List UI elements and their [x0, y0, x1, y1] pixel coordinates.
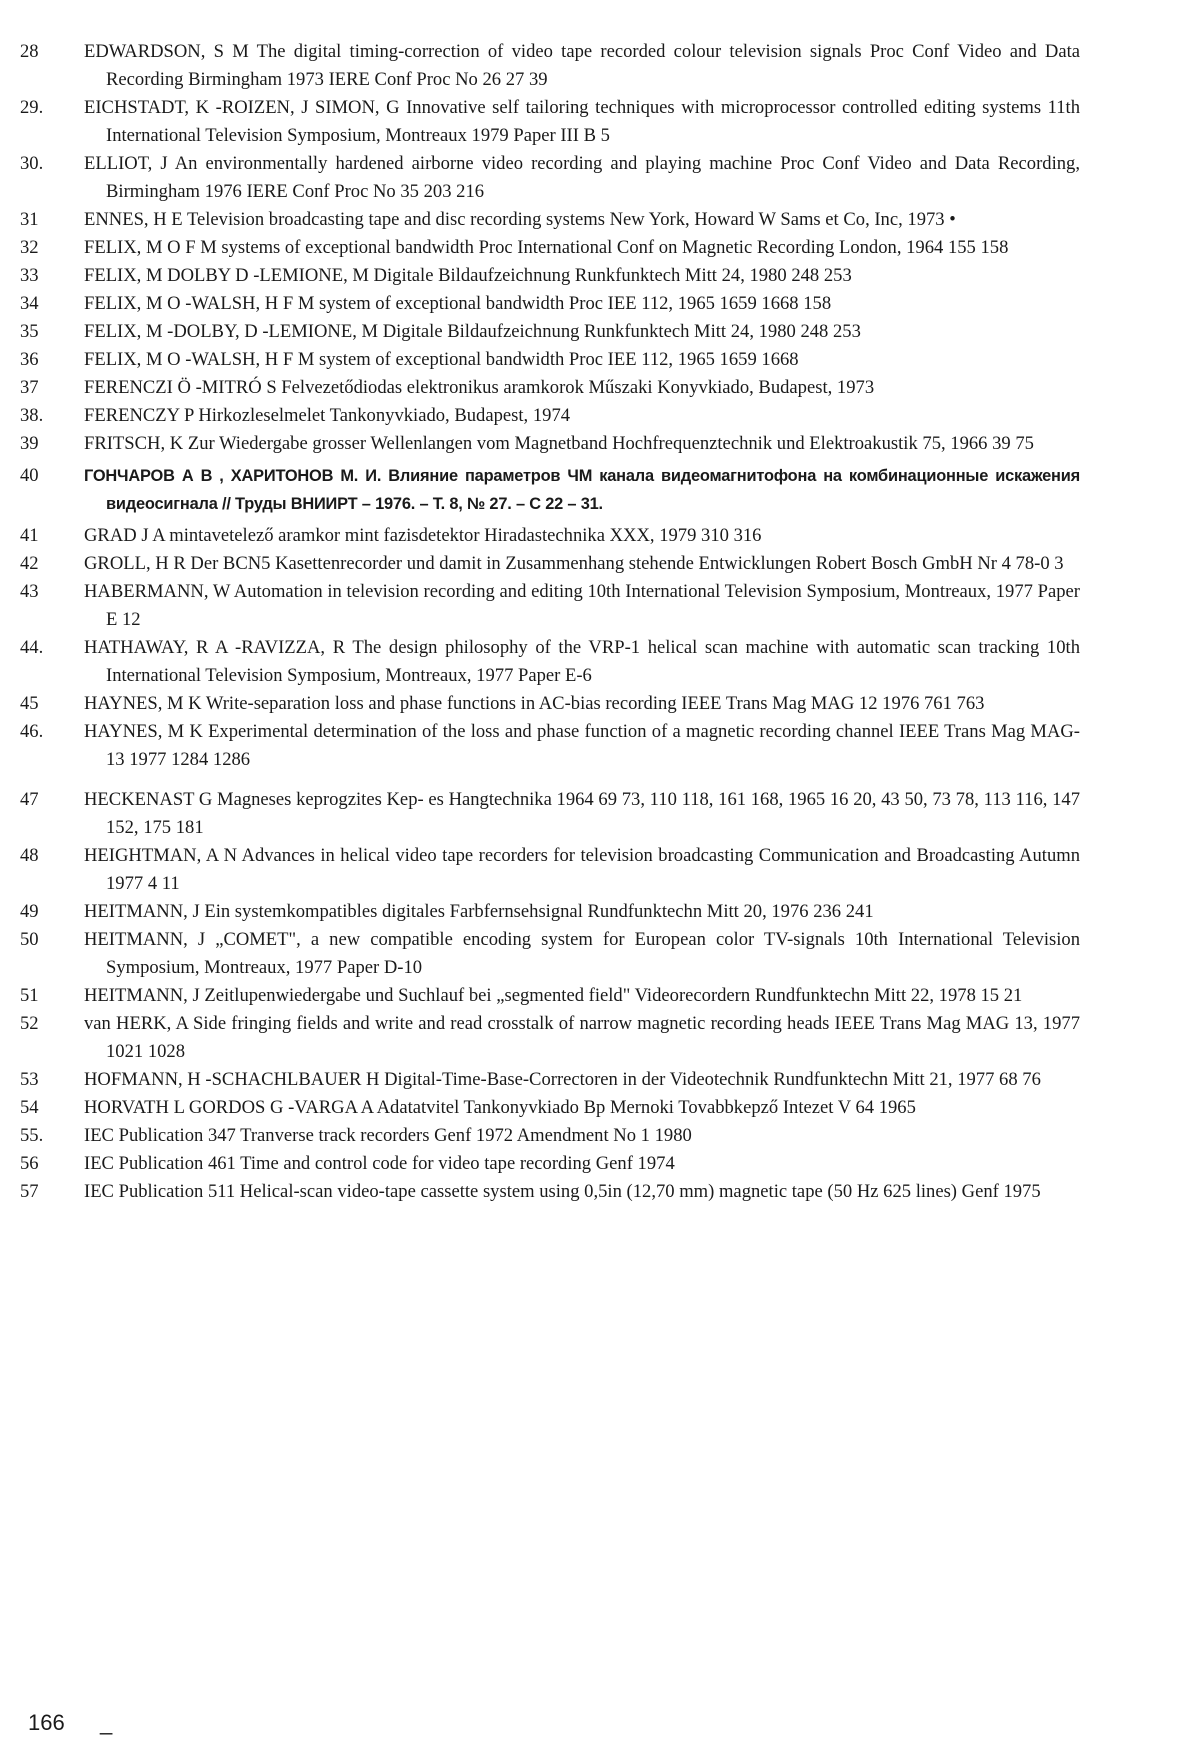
reference-number: 49: [20, 901, 39, 922]
reference-entry: [20, 462, 1080, 518]
reference-number: 51: [20, 985, 39, 1006]
reference-text: HEIGHTMAN, A N Advances in helical video tape recorders for television broadcasting Communication and Broadcasting Autumn 1977 4 11: [84, 845, 1080, 894]
reference-number: 53: [20, 1069, 39, 1090]
reference-entry: [20, 402, 1080, 430]
reference-text: HECKENAST G Magneses keprogzites Kep- es Hangtechnika 1964 69 73, 110 118, 161 168, 1965 16 20, 43 50, 73 78, 113 116, 147 152, 175 181: [84, 789, 1080, 838]
reference-text: EDWARDSON, S M The digital timing-correction of video tape recorded colour television signals Proc Conf Video and Data Recording Birmingham 1973 IERE Conf Proc No 26 27 39: [84, 41, 1080, 90]
reference-number: 28: [20, 41, 39, 62]
reference-text: FELIX, M O -WALSH, H F M system of exceptional bandwidth Proc IEE 112, 1965 1659 1668 158: [84, 293, 832, 314]
reference-entry: [20, 898, 1080, 926]
reference-number: 47: [20, 789, 39, 810]
reference-entry: [20, 982, 1080, 1010]
reference-number: 34: [20, 293, 39, 314]
reference-number: 42: [20, 553, 39, 574]
reference-number: 37: [20, 377, 39, 398]
reference-number: 52: [20, 1013, 39, 1034]
reference-number: 36: [20, 349, 39, 370]
reference-number: 45: [20, 693, 39, 714]
page-footer-dash: _: [100, 1710, 113, 1735]
reference-text: FERENCZY P Hirkozleselmelet Tankonyvkiado, Budapest, 1974: [84, 405, 571, 426]
reference-number: 31: [20, 209, 39, 230]
reference-text: HAYNES, M K Experimental determination of the loss and phase function of a magnetic recording channel IEEE Trans Mag MAG-13 1977 1284 1286: [84, 721, 1080, 770]
reference-text: ГОНЧАРОВ А В , ХАРИТОНОВ М. И. Влияние параметров ЧМ канала видеомагнитофона на комбинационные искажения видеосигнала // Труды ВНИИРТ – 1976. – Т. 8, № 27. – С 22 – 31.: [84, 467, 1080, 513]
reference-number: 50: [20, 929, 39, 950]
reference-text: FERENCZI Ö -MITRÓ S Felvezetődiodas elektronikus aramkorok Műszaki Konyvkiado, Budapest, 1973: [84, 377, 875, 398]
reference-entry: [20, 206, 1080, 234]
reference-entry: [20, 374, 1080, 402]
reference-number: 55.: [20, 1125, 44, 1146]
reference-number: 29.: [20, 97, 44, 118]
reference-entry: [20, 1150, 1080, 1178]
reference-entry: [20, 634, 1080, 690]
reference-entry: [20, 234, 1080, 262]
reference-number: 57: [20, 1181, 39, 1202]
reference-number: 54: [20, 1097, 39, 1118]
reference-text: IEC Publication 347 Tranverse track recorders Genf 1972 Amendment No 1 1980: [84, 1125, 692, 1146]
reference-number: 35: [20, 321, 39, 342]
reference-text: GRAD J A mintavetelező aramkor mint fazisdetektor Hiradastechnika XXX, 1979 310 316: [84, 525, 762, 546]
reference-entry: [20, 1094, 1080, 1122]
reference-entry: [20, 318, 1080, 346]
reference-text: HEITMANN, J Ein systemkompatibles digitales Farbfernsehsignal Rundfunktechn Mitt 20, 1976 236 241: [84, 901, 874, 922]
reference-text: IEC Publication 461 Time and control code for video tape recording Genf 1974: [84, 1153, 675, 1174]
page-number: 166: [28, 1710, 65, 1735]
reference-text: EICHSTADT, K -ROIZEN, J SIMON, G Innovative self tailoring techniques with microprocessor controlled editing systems 11th International Television Symposium, Montreaux 1979 Paper III B 5: [84, 97, 1080, 146]
reference-entry: [20, 1178, 1080, 1206]
reference-entry: [20, 786, 1080, 842]
reference-text: HATHAWAY, R A -RAVIZZA, R The design philosophy of the VRP-1 helical scan machine with automatic scan tracking 10th International Television Symposium, Montreaux, 1977 Paper E-6: [84, 637, 1080, 686]
reference-entry: [20, 94, 1080, 150]
reference-text: van HERK, A Side fringing fields and write and read crosstalk of narrow magnetic recording heads IEEE Trans Mag MAG 13, 1977 1021 1028: [84, 1013, 1080, 1062]
reference-text: HEITMANN, J Zeitlupenwiedergabe und Suchlauf bei „segmented field" Videorecordern Rundfunktechn Mitt 22, 1978 15 21: [84, 985, 1023, 1006]
reference-entry: [20, 578, 1080, 634]
reference-entry: [20, 842, 1080, 898]
reference-text: FELIX, M -DOLBY, D -LEMIONE, M Digitale Bildaufzeichnung Runkfunktech Mitt 24, 1980 248 253: [84, 321, 861, 342]
reference-text: GROLL, H R Der BCN5 Kasettenrecorder und damit in Zusammenhang stehende Entwicklungen Robert Bosch GmbH Nr 4 78-0 3: [84, 553, 1064, 574]
reference-number: 43: [20, 581, 39, 602]
reference-text: HAYNES, M K Write-separation loss and phase functions in AC-bias recording IEEE Trans Mag MAG 12 1976 761 763: [84, 693, 985, 714]
reference-entry: [20, 262, 1080, 290]
reference-text: IEC Publication 511 Helical-scan video-tape cassette system using 0,5in (12,70 mm) magnetic tape (50 Hz 625 lines) Genf 1975: [84, 1181, 1041, 1202]
reference-text: HABERMANN, W Automation in television recording and editing 10th International Television Symposium, Montreaux, 1977 Paper E 12: [84, 581, 1080, 630]
reference-number: 41: [20, 525, 39, 546]
reference-text: FELIX, M O -WALSH, H F M system of exceptional bandwidth Proc IEE 112, 1965 1659 1668: [84, 349, 799, 370]
reference-text: FRITSCH, K Zur Wiedergabe grosser Wellenlangen vom Magnetband Hochfrequenztechnik und Elektroakustik 75, 1966 39 75: [84, 433, 1034, 454]
reference-entry: [20, 550, 1080, 578]
reference-list: [20, 38, 1080, 1206]
reference-text: FELIX, M O F M systems of exceptional bandwidth Proc International Conf on Magnetic Recording London, 1964 155 158: [84, 237, 1009, 258]
reference-entry: [20, 1010, 1080, 1066]
reference-entry: [20, 1066, 1080, 1094]
reference-number: 46.: [20, 721, 44, 742]
reference-entry: [20, 690, 1080, 718]
reference-entry: [20, 290, 1080, 318]
reference-number: 33: [20, 265, 39, 286]
reference-text: HOFMANN, H -SCHACHLBAUER H Digital-Time-Base-Correctoren in der Videotechnik Rundfunktechn Mitt 21, 1977 68 76: [84, 1069, 1041, 1090]
reference-text: ELLIOT, J An environmentally hardened airborne video recording and playing machine Proc Conf Video and Data Recording, Birmingham 1976 IERE Conf Proc No 35 203 216: [84, 153, 1080, 202]
reference-number: 30.: [20, 153, 44, 174]
reference-number: 56: [20, 1153, 39, 1174]
reference-text: HEITMANN, J „COMET", a new compatible encoding system for European color TV-signals 10th International Television Symposium, Montreaux, 1977 Paper D-10: [84, 929, 1080, 978]
reference-entry: [20, 38, 1080, 94]
reference-number: 38.: [20, 405, 44, 426]
reference-text: HORVATH L GORDOS G -VARGA A Adatatvitel Tankonyvkiado Bp Mernoki Tovabbkepző Intezet V 64 1965: [84, 1097, 916, 1118]
reference-number: 39: [20, 433, 39, 454]
reference-entry: [20, 926, 1080, 982]
reference-number: 32: [20, 237, 39, 258]
reference-entry: [20, 522, 1080, 550]
reference-entry: [20, 430, 1080, 458]
reference-text: ENNES, H E Television broadcasting tape and disc recording systems New York, Howard W Sams et Co, Inc, 1973 •: [84, 209, 956, 230]
reference-number: 48: [20, 845, 39, 866]
reference-entry: [20, 346, 1080, 374]
reference-text: FELIX, M DOLBY D -LEMIONE, M Digitale Bildaufzeichnung Runkfunktech Mitt 24, 1980 248 253: [84, 265, 852, 286]
reference-entry: [20, 1122, 1080, 1150]
reference-number: 44.: [20, 637, 44, 658]
reference-number: 40: [20, 465, 39, 486]
reference-entry: [20, 718, 1080, 774]
reference-entry: [20, 150, 1080, 206]
